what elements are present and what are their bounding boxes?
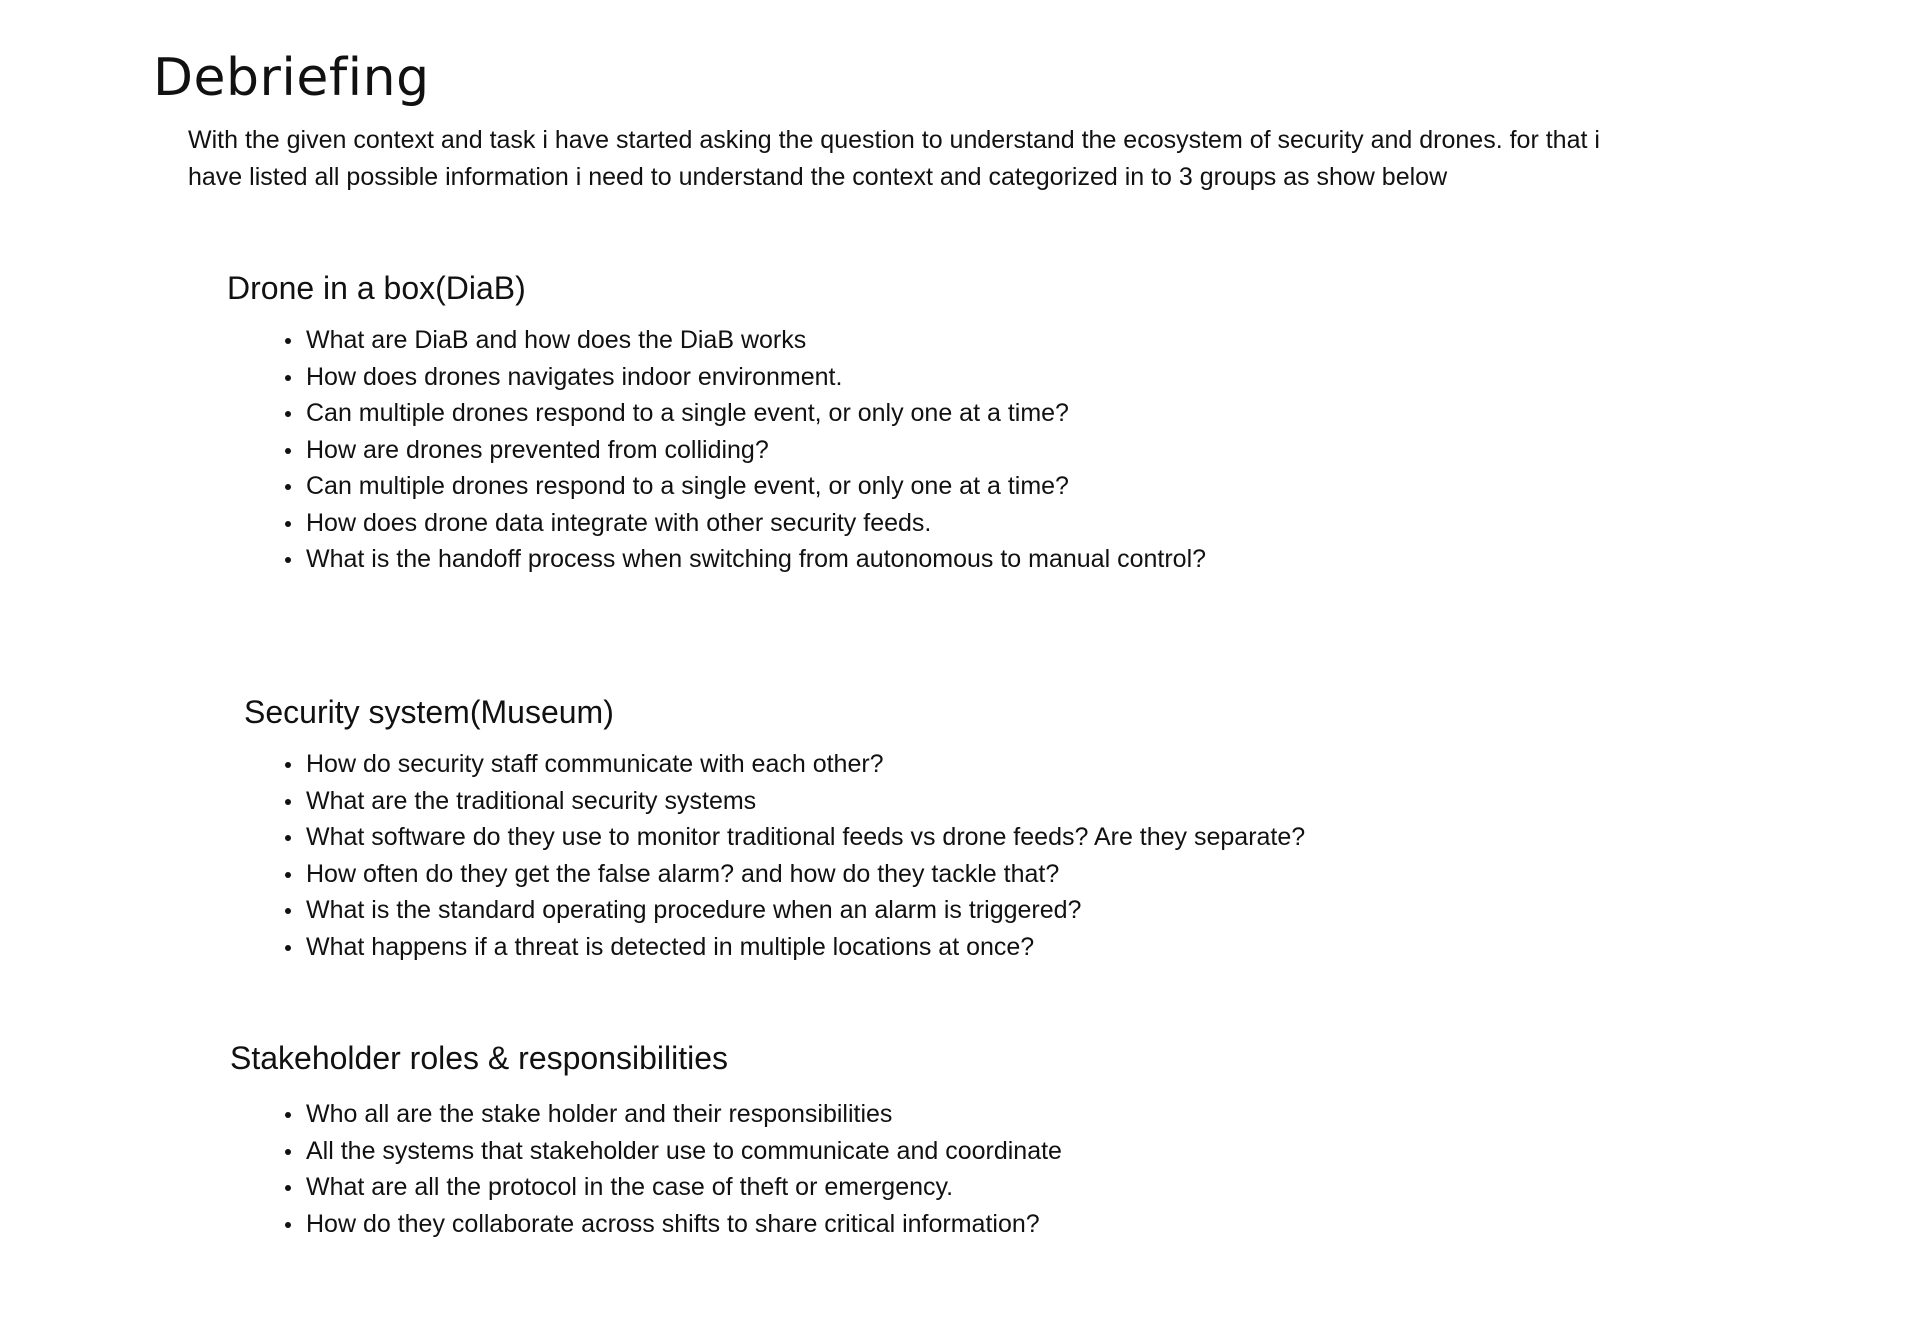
list-item: How does drones navigates indoor environment. bbox=[280, 359, 1780, 396]
list-item: How does drone data integrate with other security feeds. bbox=[280, 505, 1780, 542]
section-heading-museum: Security system(Museum) bbox=[244, 694, 614, 730]
list-item: Who all are the stake holder and their responsibilities bbox=[280, 1096, 1780, 1133]
list-item: What happens if a threat is detected in multiple locations at once? bbox=[280, 929, 1780, 966]
list-item: How often do they get the false alarm? and how do they tackle that? bbox=[280, 856, 1780, 893]
page-title: Debriefing bbox=[153, 48, 430, 108]
list-item: Can multiple drones respond to a single event, or only one at a time? bbox=[280, 395, 1780, 432]
question-list-stakeholders bbox=[280, 1096, 1780, 1242]
section-heading-diab: Drone in a box(DiaB) bbox=[227, 270, 526, 306]
section-heading-stakeholders: Stakeholder roles & responsibilities bbox=[230, 1040, 729, 1076]
question-list-diab bbox=[280, 322, 1780, 578]
list-item: What is the handoff process when switching from autonomous to manual control? bbox=[280, 541, 1780, 578]
list-item: What software do they use to monitor traditional feeds vs drone feeds? Are they separate? bbox=[280, 819, 1780, 856]
list-item: How do security staff communicate with each other? bbox=[280, 746, 1780, 783]
list-item: What is the standard operating procedure when an alarm is triggered? bbox=[280, 892, 1780, 929]
question-list-museum bbox=[280, 746, 1780, 965]
list-item: What are DiaB and how does the DiaB works bbox=[280, 322, 1780, 359]
list-item: How are drones prevented from colliding? bbox=[280, 432, 1780, 469]
list-item: All the systems that stakeholder use to communicate and coordinate bbox=[280, 1133, 1780, 1170]
intro-paragraph: With the given context and task i have started asking the question to understand the ecosystem of security and drones. for that i have listed all possible information i need to understand the context and categorized in to 3 groups as show below bbox=[188, 126, 1600, 191]
list-item: What are the traditional security systems bbox=[280, 783, 1780, 820]
list-item: Can multiple drones respond to a single event, or only one at a time? bbox=[280, 468, 1780, 505]
list-item: What are all the protocol in the case of theft or emergency. bbox=[280, 1169, 1780, 1206]
list-item: How do they collaborate across shifts to share critical information? bbox=[280, 1206, 1780, 1243]
